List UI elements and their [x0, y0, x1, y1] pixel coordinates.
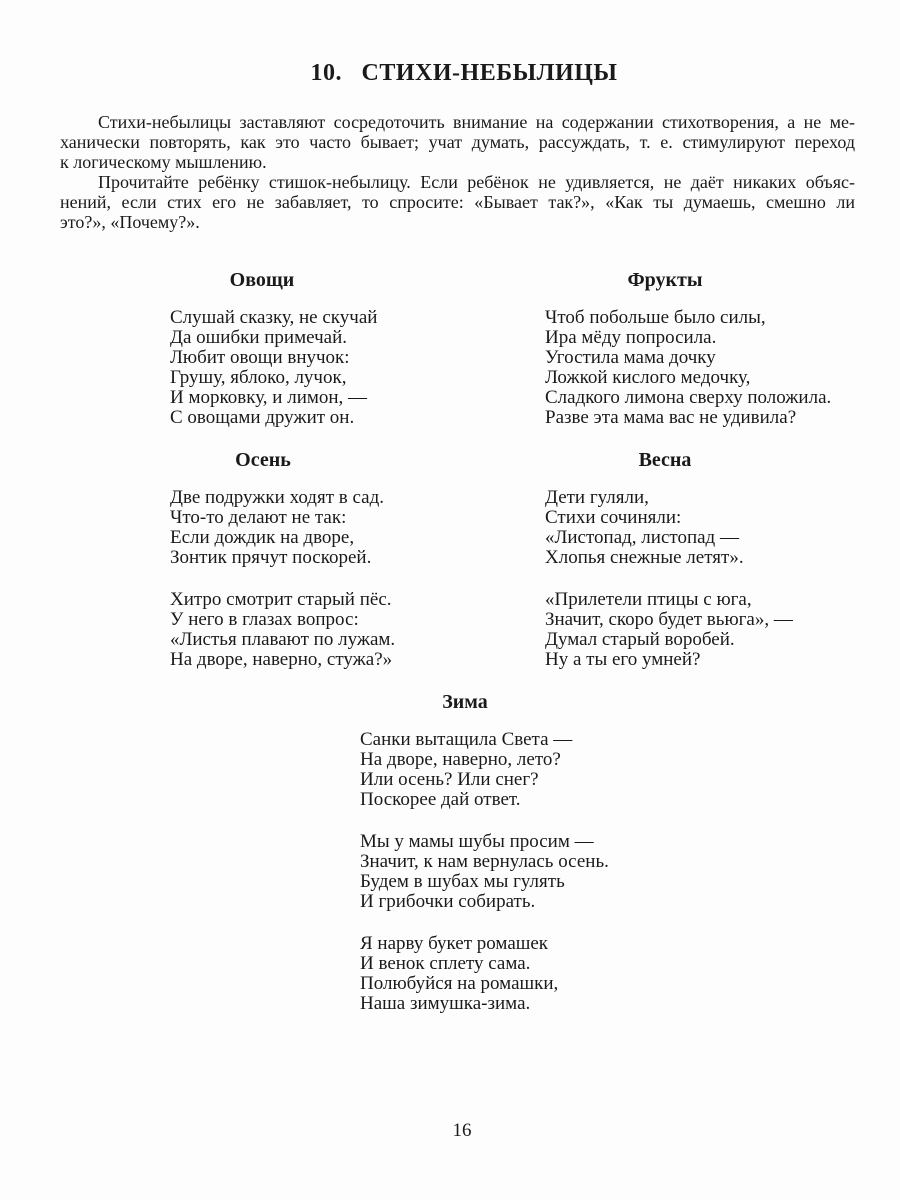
poem-line: Мы у мамы шубы просим —	[360, 831, 594, 852]
poem-line: Что-то делают не так:	[170, 507, 347, 528]
poem-line: С овощами дружит он.	[170, 407, 355, 428]
poem-line: Грушу, яблоко, лучок,	[170, 367, 347, 388]
poem-line: И морковку, и лимон, —	[170, 387, 368, 408]
poem-title-ovoshchi: Овощи	[229, 269, 295, 291]
poem-line: Значит, к нам вернулась осень.	[360, 851, 609, 872]
stanza	[170, 589, 396, 670]
poem-line: На дворе, наверно, стужа?»	[170, 649, 393, 670]
poem-line: Если дождик на дворе,	[170, 527, 355, 548]
poem-line: Слушай сказку, не скучай	[170, 307, 378, 328]
stanza	[360, 729, 573, 810]
page-title: 10. СТИХИ-НЕБЫЛИЦЫ	[310, 60, 618, 86]
stanza	[360, 934, 570, 1014]
stanza	[170, 487, 384, 568]
intro-text-line: ханически повторять, как это часто бывает; учат думать, рассуждать, т. е. стимулируют переход	[60, 132, 855, 152]
poem-line: «Листопад, листопад —	[545, 527, 739, 548]
poem-line: Поскорее дай ответ.	[360, 789, 521, 810]
stanza	[545, 589, 793, 670]
intro-text-line: нений, если стих его не забавляет, то спросите: «Бывает так?», «Как ты думаешь, смешно ли	[60, 192, 855, 212]
poem-line: Две подружки ходят в сад.	[170, 487, 384, 508]
poem-line: Или осень? Или снег?	[360, 769, 539, 790]
poem-line: «Листья плавают по лужам.	[170, 629, 396, 650]
poem-osen	[170, 449, 396, 670]
page-number: 16	[452, 1120, 472, 1141]
stanza	[360, 831, 609, 912]
poem-frukty	[545, 269, 832, 428]
poem-line: Ира мёду попросила.	[545, 327, 717, 348]
poem-line: Угостила мама дочку	[545, 347, 716, 368]
poem-line: Думал старый воробей.	[545, 629, 735, 650]
poem-line: На дворе, наверно, лето?	[360, 749, 561, 770]
intro-text-line: Прочитайте ребёнку стишок-небылицу. Если ребёнок не удивляется, не даёт никаких объяс-	[98, 172, 855, 192]
poem-line: «Прилетели птицы с юга,	[545, 589, 752, 610]
poem-title-frukty: Фрукты	[627, 269, 703, 291]
intro-text-line: это?», «Почему?».	[60, 212, 200, 232]
poem-line: Ну а ты его умней?	[545, 649, 701, 670]
poem-line: У него в глазах вопрос:	[170, 609, 359, 630]
poem-body-osen	[170, 487, 396, 670]
poem-line: Ложкой кислого медочку,	[545, 367, 751, 388]
poem-line: Санки вытащила Света —	[360, 729, 573, 750]
poem-line: Я нарву букет ромашек	[360, 933, 549, 954]
poem-line: Стихи сочиняли:	[545, 507, 682, 528]
poem-vesna	[545, 449, 793, 670]
poem-line: Наша зимушка-зима.	[360, 993, 531, 1014]
poem-title-vesna: Весна	[638, 449, 692, 471]
intro-text-line: к логическому мышлению.	[60, 152, 267, 172]
poem-line: Любит овощи внучок:	[170, 347, 350, 368]
poem-line: Хлопья снежные летят».	[545, 547, 744, 568]
poem-line: И венок сплету сама.	[360, 953, 531, 974]
poem-body-zima	[360, 729, 609, 1014]
poem-body-ovoshchi	[170, 307, 378, 428]
stanza	[545, 307, 832, 428]
poem-line: Значит, скоро будет вьюга», —	[545, 609, 793, 630]
intro-section	[60, 112, 855, 232]
poem-zima	[360, 691, 609, 1014]
poem-line: Зонтик прячут поскорей.	[170, 547, 372, 568]
stanza	[545, 488, 785, 568]
stanza	[170, 307, 378, 428]
poem-line: Разве эта мама вас не удивила?	[545, 407, 797, 428]
poem-line: Будем в шубах мы гулять	[360, 871, 565, 892]
poem-line: Полюбуйся на ромашки,	[360, 973, 559, 994]
intro-text-line: Стихи-небылицы заставляют сосредоточить внимание на содержании стихотворения, а не ме-	[98, 112, 855, 132]
poem-line: И грибочки собирать.	[360, 891, 536, 912]
poem-line: Сладкого лимона сверху положила.	[545, 387, 832, 408]
poem-title-osen: Осень	[235, 449, 291, 471]
poem-title-zima: Зима	[442, 691, 488, 713]
poem-line: Чтоб побольше было силы,	[545, 307, 766, 328]
poem-body-frukty	[545, 307, 832, 428]
poem-line: Хитро смотрит старый пёс.	[170, 589, 392, 610]
poem-body-vesna	[545, 487, 793, 670]
poem-line: Да ошибки примечай.	[170, 327, 347, 348]
poem-ovoshchi	[170, 269, 378, 428]
poem-line: Дети гуляли,	[545, 487, 649, 508]
